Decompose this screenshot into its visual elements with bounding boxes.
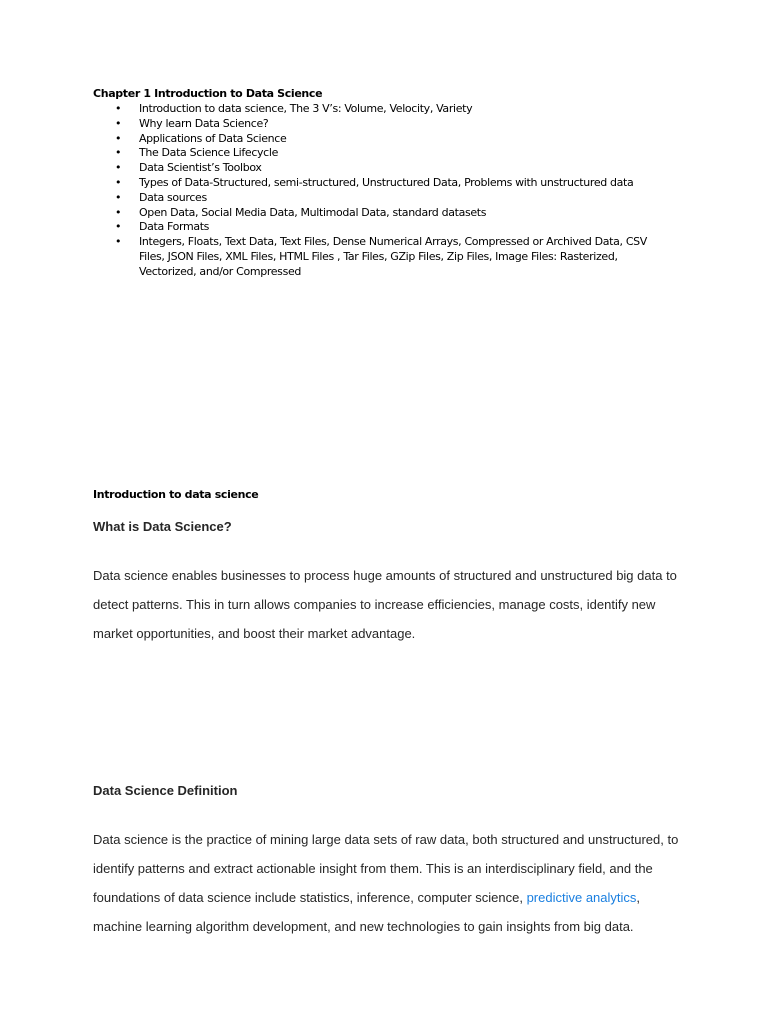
- paragraph-line: machine learning algorithm development, and new technologies to gain insights from big data.: [93, 919, 634, 934]
- bullet-icon: •: [115, 175, 122, 189]
- bullet-icon: •: [115, 131, 122, 145]
- bullet-icon: •: [115, 146, 122, 160]
- list-item: [93, 117, 673, 132]
- list-item: [93, 206, 673, 221]
- definition-paragraph: [93, 825, 683, 941]
- what-is-paragraph: [93, 561, 683, 648]
- chapter-topic-list: [93, 102, 673, 280]
- paragraph-line: Data science enables businesses to process huge amounts of structured and unstructured big data to: [93, 568, 677, 583]
- paragraph-line: Data science is the practice of mining large data sets of raw data, both structured and unstructured, to: [93, 832, 679, 847]
- bullet-icon: •: [115, 116, 122, 130]
- list-item-text: The Data Science Lifecycle: [139, 146, 279, 160]
- list-item: [93, 235, 673, 279]
- bullet-icon: •: [115, 161, 122, 175]
- paragraph-text: ,: [636, 890, 641, 905]
- list-item-text: Integers, Floats, Text Data, Text Files, Dense Numerical Arrays, Compressed or Archived Data, CSV Files, JSON Files, XML Files, HTML Files , Tar Files, GZip Files, Zip Files, Image Files: Rasterized, Vectorized, and/or Compressed: [139, 235, 647, 278]
- list-item-text: Data Formats: [139, 220, 210, 234]
- what-is-heading: What is Data Science?: [93, 519, 232, 534]
- paragraph-line: [93, 883, 683, 912]
- list-item-text: Data Scientist’s Toolbox: [139, 161, 262, 175]
- list-item: [93, 102, 673, 117]
- list-item: [93, 191, 673, 206]
- predictive-analytics-link[interactable]: predictive analytics: [526, 890, 637, 905]
- bullet-icon: •: [115, 205, 122, 219]
- bullet-icon: •: [115, 102, 122, 115]
- list-item-text: Introduction to data science, The 3 V’s: Volume, Velocity, Variety: [139, 102, 473, 115]
- paragraph-line: market opportunities, and boost their market advantage.: [93, 626, 416, 641]
- definition-heading: Data Science Definition: [93, 783, 238, 798]
- list-item-text: Data sources: [139, 190, 207, 204]
- paragraph-text: foundations of data science include statistics, inference, computer science,: [93, 890, 527, 905]
- list-item: [93, 146, 673, 161]
- list-item: [93, 176, 673, 191]
- list-item: [93, 220, 673, 235]
- bullet-icon: •: [115, 220, 122, 234]
- section-label: Introduction to data science: [93, 488, 259, 501]
- list-item-text: Applications of Data Science: [139, 131, 287, 145]
- bullet-icon: •: [115, 235, 122, 249]
- list-item: [93, 161, 673, 176]
- list-item: [93, 132, 673, 147]
- bullet-icon: •: [115, 190, 122, 204]
- list-item-text: Why learn Data Science?: [139, 116, 269, 130]
- list-item-text: Types of Data-Structured, semi-structured, Unstructured Data, Problems with unstructured data: [139, 175, 634, 189]
- paragraph-line: identify patterns and extract actionable insight from them. This is an interdisciplinary field, and the: [93, 861, 653, 876]
- chapter-title: Chapter 1 Introduction to Data Science: [93, 87, 323, 100]
- list-item-text: Open Data, Social Media Data, Multimodal Data, standard datasets: [139, 205, 487, 219]
- paragraph-line: detect patterns. This in turn allows companies to increase efficiencies, manage costs, identify new: [93, 597, 656, 612]
